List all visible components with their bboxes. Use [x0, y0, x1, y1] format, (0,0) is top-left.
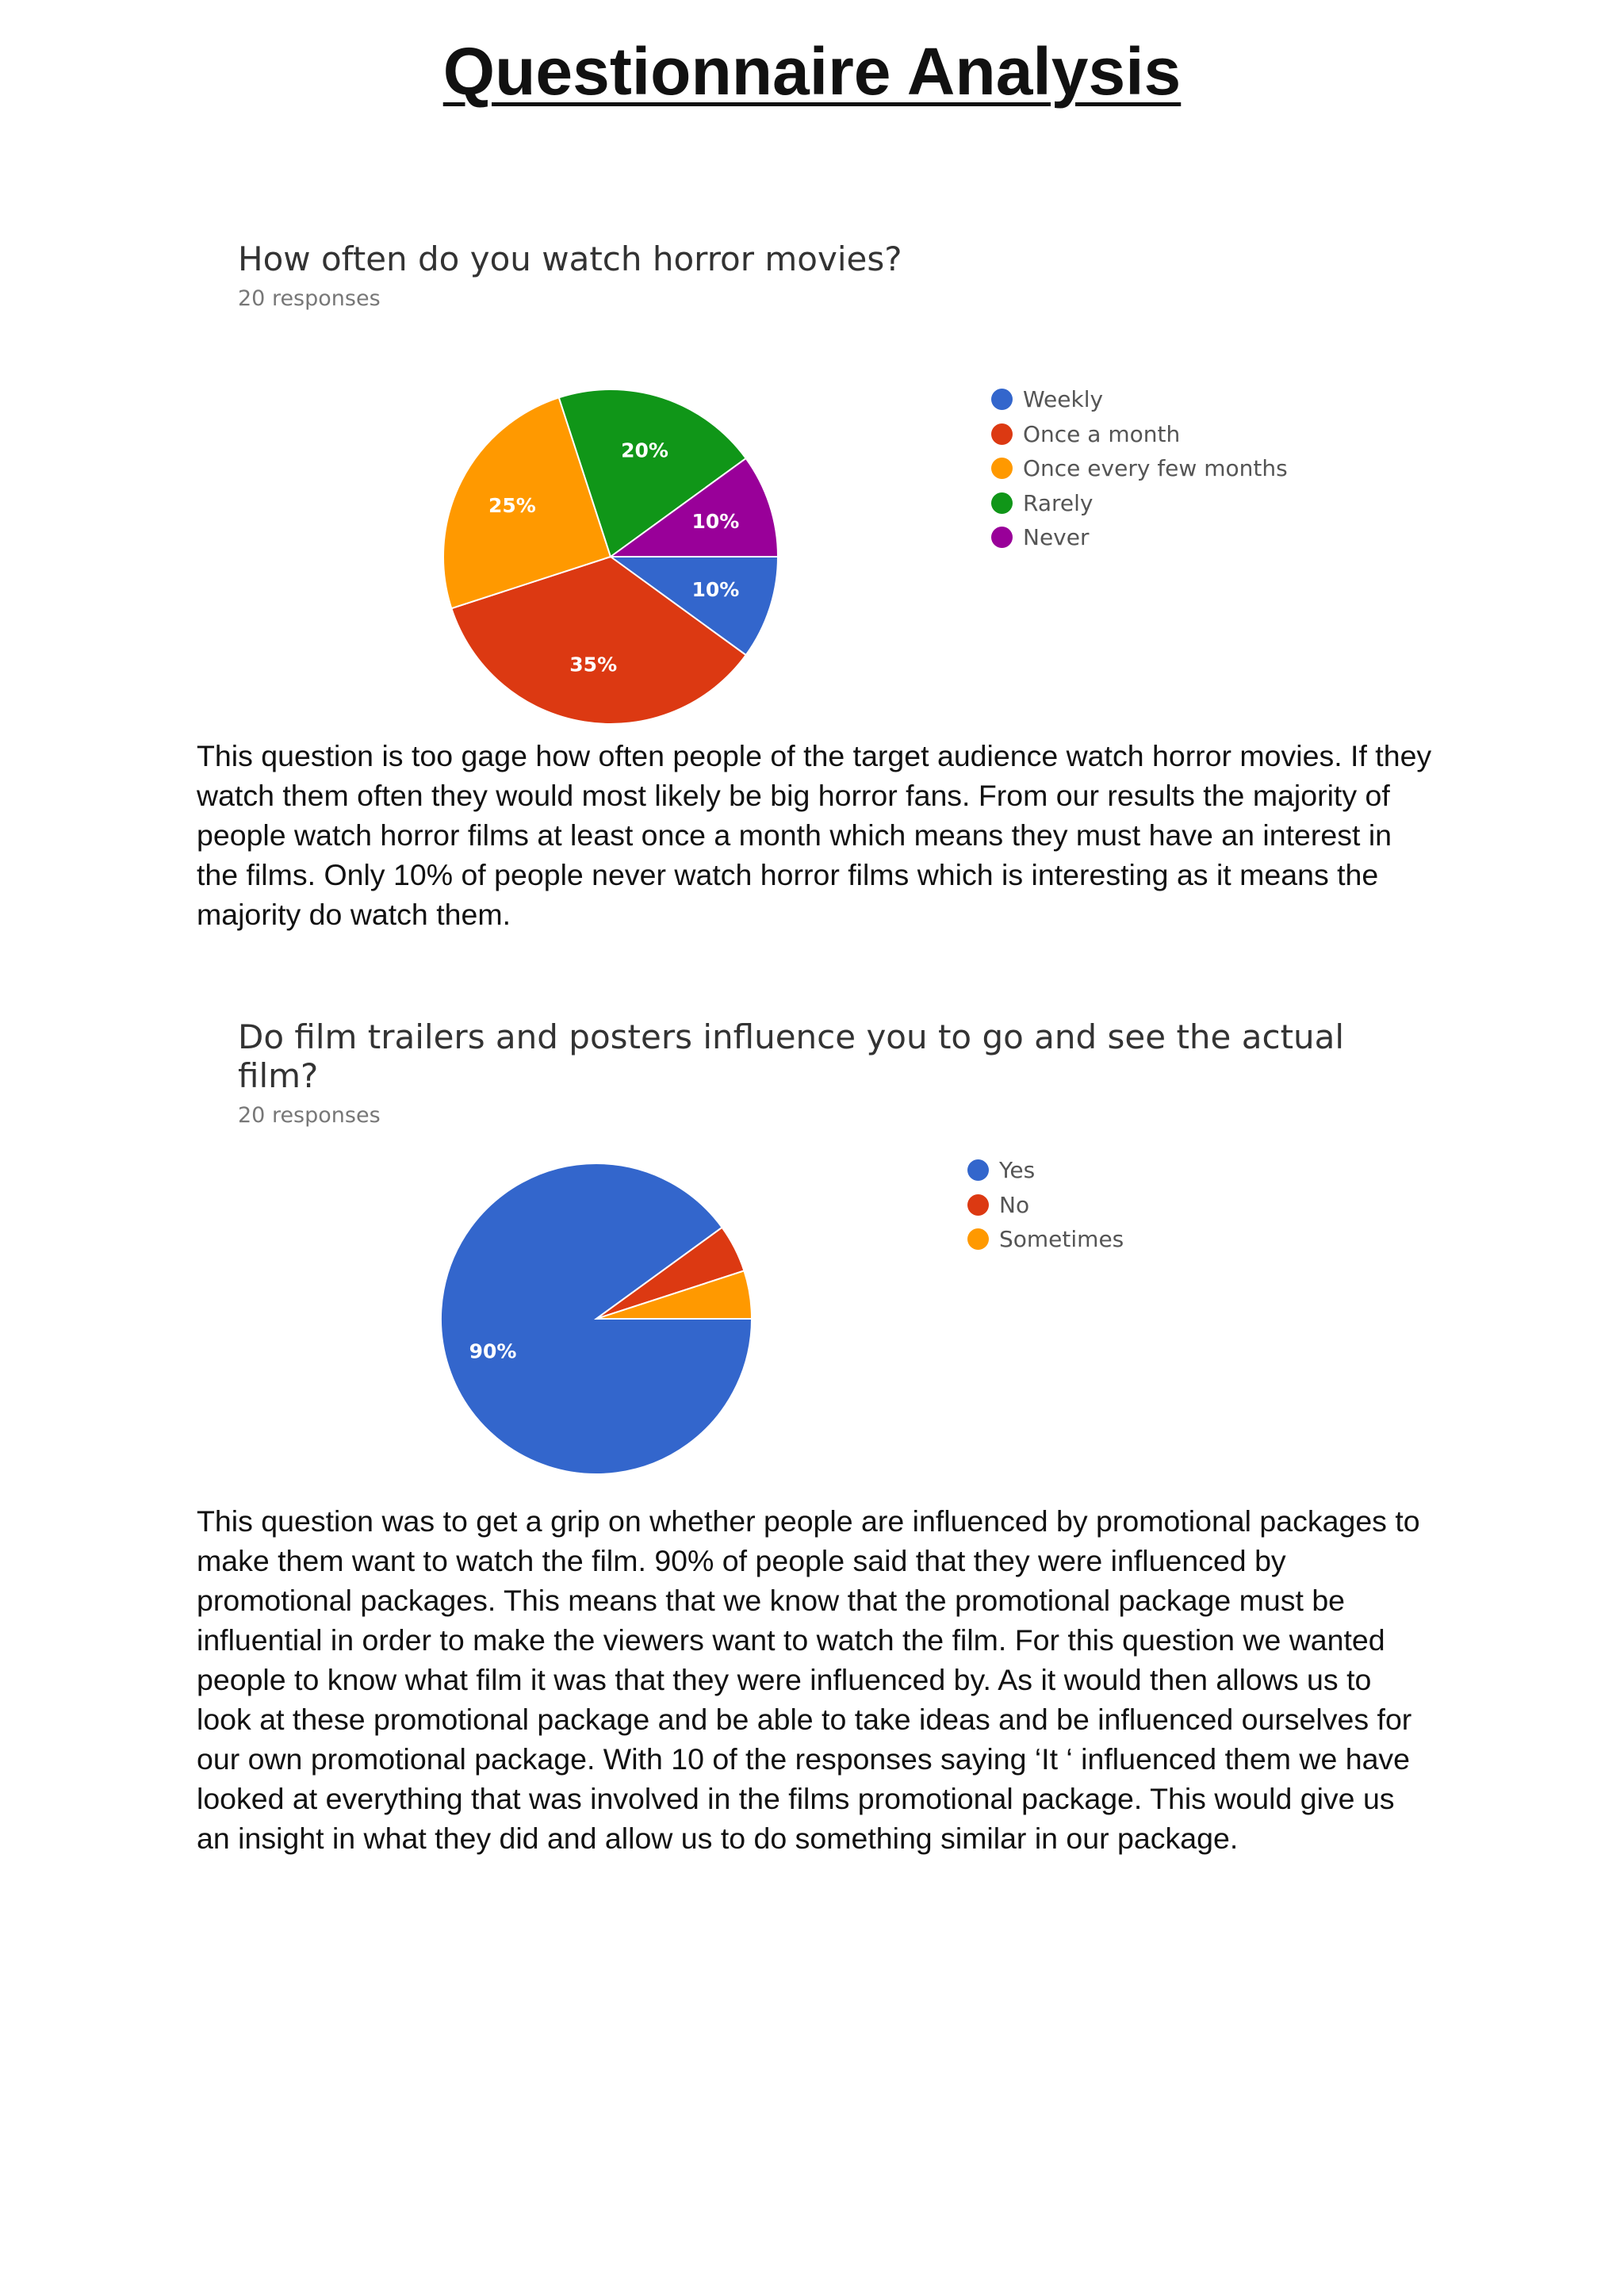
chart1-slice-label: 10% — [691, 509, 740, 533]
chart1-legend-item — [991, 382, 1288, 417]
chart1-legend-item — [991, 417, 1288, 452]
legend-swatch-icon — [991, 389, 1013, 410]
chart2-pie — [438, 1160, 755, 1477]
chart2-legend-item — [967, 1222, 1124, 1257]
chart1-slice-label: 35% — [569, 653, 618, 676]
chart1-slice-label: 10% — [691, 578, 740, 602]
chart2-header — [238, 1017, 1427, 1128]
chart2-legend-item — [967, 1153, 1124, 1188]
chart1-legend-item — [991, 486, 1288, 521]
legend-label: Never — [1023, 524, 1090, 551]
legend-swatch-icon — [991, 423, 1013, 445]
chart2-subtitle: 20 responses — [238, 1103, 381, 1128]
chart1-pie — [440, 386, 781, 727]
paragraph-1: This question is too gage how often people of the target audience watch horror movies. If they watch them often they would most likely be big horror fans. From our results the majority of people watch horror films at least once a month which means they must have an interest in the films. Only 10% of people never watch horror films which is interesting as it means the majority do watch them. — [197, 739, 1432, 931]
legend-label: Weekly — [1023, 386, 1104, 413]
legend-swatch-icon — [991, 492, 1013, 514]
paragraph-2: This question was to get a grip on whether people are influenced by promotional packages to make them want to watch the film. 90% of people said that they were influenced by promotional packages. This means that we know that the promotional package must be influential in order to make the viewers want to watch the film. For this question we wanted people to know what film it was that they were influenced by. As it would then allows us to look at these promotional package and be able to take ideas and be influenced ourselves for our own promotional package. With 10 of the responses saying ‘It ‘ influenced them we have looked at everything that was involved in the films promotional package. This would give us an insight in what they did and allow us to do something similar in our package. — [197, 1504, 1420, 1855]
chart1-legend-item — [991, 520, 1288, 555]
chart2-slice-label: 90% — [469, 1339, 517, 1363]
chart1-title: How often do you watch horror movies? — [238, 239, 902, 278]
chart1-legend — [991, 382, 1288, 555]
legend-label: Once every few months — [1023, 455, 1288, 482]
legend-swatch-icon — [967, 1159, 989, 1181]
legend-swatch-icon — [967, 1194, 989, 1216]
chart1-slice-label: 25% — [488, 493, 536, 517]
legend-swatch-icon — [991, 458, 1013, 479]
legend-label: Sometimes — [999, 1226, 1124, 1253]
chart2-legend-item — [967, 1188, 1124, 1223]
legend-label: Yes — [999, 1157, 1036, 1184]
chart1-legend-item — [991, 451, 1288, 486]
legend-swatch-icon — [991, 527, 1013, 548]
page-title: Questionnaire Analysis — [442, 34, 1182, 109]
legend-swatch-icon — [967, 1228, 989, 1250]
chart1-slice-label: 20% — [621, 439, 668, 462]
chart1-header — [238, 239, 1427, 311]
legend-label: Rarely — [1023, 489, 1094, 516]
chart1-subtitle: 20 responses — [238, 286, 381, 311]
chart2-title: Do film trailers and posters influence you to go and see the actual film? — [238, 1017, 1345, 1095]
chart2-legend — [967, 1153, 1124, 1257]
legend-label: Once a month — [1023, 420, 1181, 447]
legend-label: No — [999, 1191, 1030, 1218]
